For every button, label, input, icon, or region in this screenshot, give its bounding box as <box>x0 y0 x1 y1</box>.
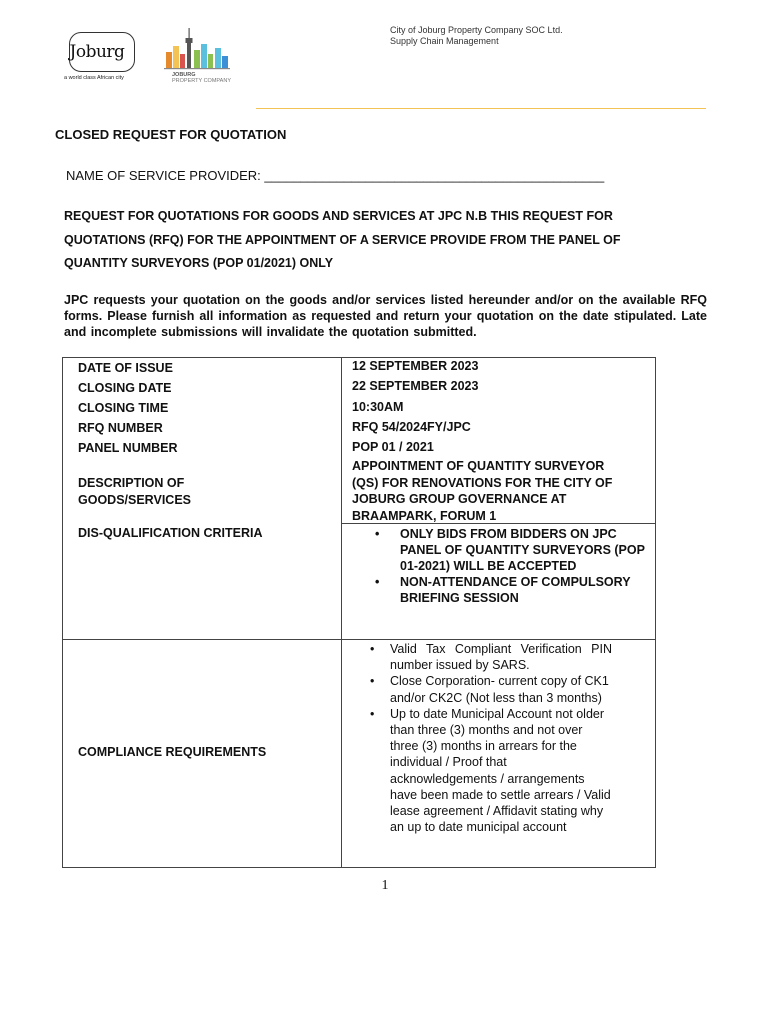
value-closing-date: 22 SEPTEMBER 2023 <box>352 379 479 393</box>
header-divider <box>256 108 706 109</box>
label-date-of-issue: DATE OF ISSUE <box>78 361 173 375</box>
disqualification-list <box>352 526 652 606</box>
rfq-heading-line: REQUEST FOR QUOTATIONS FOR GOODS AND SERVICES AT JPC N.B THIS REQUEST FOR <box>64 209 613 223</box>
rfq-heading-line: QUOTATIONS (RFQ) FOR THE APPOINTMENT OF A SERVICE PROVIDE FROM THE PANEL OF <box>64 232 621 247</box>
rfq-details-table <box>62 357 656 868</box>
department-name: Supply Chain Management <box>390 36 499 46</box>
document-title: CLOSED REQUEST FOR QUOTATION <box>55 127 287 142</box>
joburg-logo <box>64 28 150 86</box>
value-panel-number: POP 01 / 2021 <box>352 440 434 454</box>
jpc-logo-text: JOBURG PROPERTY COMPANY <box>172 72 231 84</box>
service-provider-field: NAME OF SERVICE PROVIDER: _______________________________________________ <box>66 168 605 183</box>
company-header <box>390 25 563 47</box>
label-disqualification: DIS-QUALIFICATION CRITERIA <box>78 526 263 540</box>
table-row-divider <box>62 639 656 640</box>
list-item: • Up to date Municipal Account not older than three (3) months and not over three (3) months in arrears for the individual / Proof that acknowledgements / arrangements have been made to settle arrears / Valid lease agreement / Affidavit stating why an up to date municipal account <box>352 706 612 836</box>
compliance-list <box>352 641 612 835</box>
rfq-heading <box>64 205 714 276</box>
skyline-icon <box>160 24 240 72</box>
value-closing-time: 10:30AM <box>352 400 404 414</box>
label-description: DESCRIPTION OF GOODS/SERVICES <box>78 476 191 507</box>
jpc-logo <box>160 24 240 86</box>
list-item: • Valid Tax Compliant Verification PIN number issued by SARS. <box>352 641 612 673</box>
value-description: APPOINTMENT OF QUANTITY SURVEYOR (QS) FOR RENOVATIONS FOR THE CITY OF JOBURG GROUP GOVERNANCE AT BRAAMPARK, FORUM 1 <box>352 459 613 523</box>
intro-paragraph: JPC requests your quotation on the goods and/or services listed hereunder and/or on the available RFQ forms. Please furnish all information as requested and return your quotation on the date stipulated. Late and incomplete submissions will invalidate the quotation submitted. <box>64 293 707 339</box>
rfq-heading-line: QUANTITY SURVEYORS (POP 01/2021) ONLY <box>64 256 334 270</box>
list-item: • Close Corporation- current copy of CK1 and/or CK2C (Not less than 3 months) <box>352 673 612 705</box>
table-column-divider <box>341 357 342 868</box>
joburg-logo-word: Joburg <box>69 42 125 62</box>
list-item: • ONLY BIDS FROM BIDDERS ON JPC PANEL OF QUANTITY SURVEYORS (POP 01-2021) WILL BE ACCEPTED <box>352 526 652 574</box>
label-rfq-number: RFQ NUMBER <box>78 421 163 435</box>
list-item: • NON-ATTENDANCE OF COMPULSORY BRIEFING SESSION <box>352 574 652 606</box>
label-closing-date: CLOSING DATE <box>78 381 172 395</box>
label-closing-time: CLOSING TIME <box>78 401 169 415</box>
joburg-logo-tagline: a world class African city <box>64 75 124 81</box>
value-rfq-number: RFQ 54/2024FY/JPC <box>352 420 471 434</box>
value-date-of-issue: 12 SEPTEMBER 2023 <box>352 359 479 373</box>
company-name: City of Joburg Property Company SOC Ltd. <box>390 25 563 35</box>
label-panel-number: PANEL NUMBER <box>78 441 178 455</box>
page-number: 1 <box>381 878 389 893</box>
label-compliance: COMPLIANCE REQUIREMENTS <box>78 745 267 759</box>
